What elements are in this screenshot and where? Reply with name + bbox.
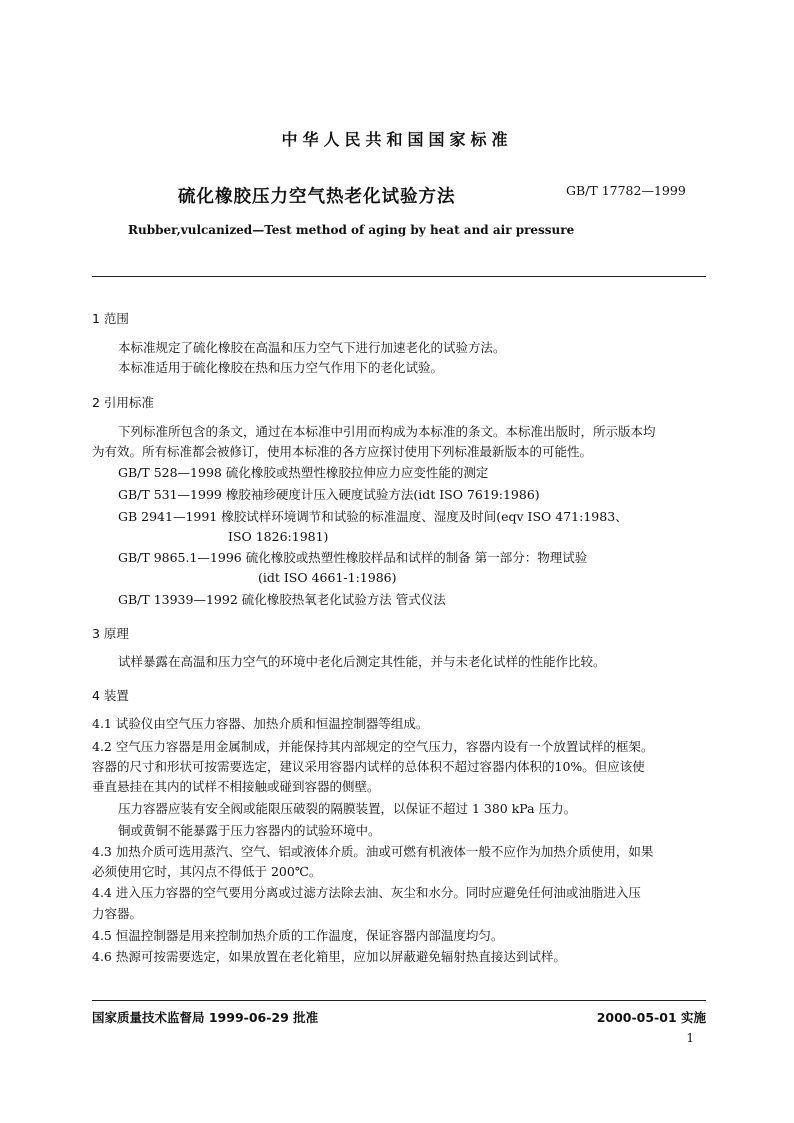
standard-number: GB/T 17782—1999 <box>566 183 686 198</box>
section-2-intro: 下列标准所包含的条文，通过在本标准中引用而构成为本标准的条文。本标准出版时，所示版本均 <box>118 424 656 439</box>
reference-item: GB 2941—1991 橡胶试样环境调节和试验的标准温度、湿度及时间(eqv ISO 471:1983、 <box>118 509 628 524</box>
section-2-intro: 为有效。所有标准都会被修订，使用本标准的各方应探讨使用下列标准最新版本的可能性。 <box>92 444 593 459</box>
clause-4-2-paragraph: 铜或黄铜不能暴露于压力容器内的试验环境中。 <box>118 823 381 838</box>
clause-4-2: 4.2 空气压力容器是用金属制成，并能保持其内部规定的空气压力，容器内设有一个放置试样的框架。 <box>92 739 654 754</box>
section-3-heading: 3 原理 <box>92 626 129 641</box>
clause-4-1: 4.1 试验仪由空气压力容器、加热介质和恒温控制器等组成。 <box>92 716 429 731</box>
reference-item-continued: ISO 1826:1981) <box>228 529 329 544</box>
clause-4-3: 4.3 加热介质可选用蒸汽、空气、铝或液体介质。油或可燃有机液体一般不应作为加热介质使用，如果 <box>92 844 654 859</box>
document-title-english: Rubber,vulcanized—Test method of aging by heat and air pressure <box>128 223 575 237</box>
clause-4-2-continued: 容器的尺寸和形状可按需要选定，建议采用容器内试样的总体积不超过容器内体积的10%。但应该使 <box>92 759 645 774</box>
document-title: 硫化橡胶压力空气热老化试验方法 <box>178 187 456 207</box>
section-2-heading: 2 引用标准 <box>92 395 154 410</box>
section-4-heading: 4 装置 <box>92 688 129 703</box>
clause-4-4-continued: 力容器。 <box>92 906 143 921</box>
clause-4-2-paragraph: 压力容器应装有安全阀或能限压破裂的隔膜装置，以保证不超过 1 380 kPa 压力。 <box>118 801 577 816</box>
header-divider <box>92 276 706 277</box>
clause-4-2-continued: 垂直悬挂在其内的试样不相接触或碰到容器的侧壁。 <box>92 779 380 794</box>
section-1-para: 本标准适用于硫化橡胶在热和压力空气作用下的老化试验。 <box>118 360 444 375</box>
clause-4-5: 4.5 恒温控制器是用来控制加热介质的工作温度，保证容器内部温度均匀。 <box>92 928 504 943</box>
section-1-para: 本标准规定了硫化橡胶在高温和压力空气下进行加速老化的试验方法。 <box>118 340 506 355</box>
clause-4-4: 4.4 进入压力容器的空气要用分离或过滤方法除去油、灰尘和水分。同时应避免任何油或油脂进入压 <box>92 885 641 900</box>
org-title: 中华人民共和国国家标准 <box>281 130 513 149</box>
reference-item: GB/T 528—1998 硫化橡胶或热塑性橡胶拉伸应力应变性能的测定 <box>118 465 489 480</box>
clause-4-6: 4.6 热源可按需要选定，如果放置在老化箱里，应加以屏蔽避免辐射热直接达到试样。 <box>92 949 566 964</box>
footer-divider <box>92 1000 706 1001</box>
section-1-heading: 1 范围 <box>92 311 129 326</box>
reference-item-continued: (idt ISO 4661-1:1986) <box>258 570 397 585</box>
reference-item: GB/T 9865.1—1996 硫化橡胶或热塑性橡胶样品和试样的制备 第一部分：物理试验 <box>118 550 588 565</box>
reference-item: GB/T 13939—1992 硫化橡胶热氧老化试验方法 管式仪法 <box>118 592 446 607</box>
reference-item: GB/T 531—1999 橡胶袖珍硬度计压入硬度试验方法(idt ISO 7619:1986) <box>118 487 540 502</box>
clause-4-3-continued: 必须使用它时，其闪点不得低于 200℃。 <box>92 864 322 879</box>
approval-note: 国家质量技术监督局 1999-06-29 批准 <box>92 1010 319 1025</box>
implementation-date: 2000-05-01 实施 <box>596 1010 706 1025</box>
page-number: 1 <box>686 1031 694 1045</box>
section-3-para: 试样暴露在高温和压力空气的环境中老化后测定其性能，并与未老化试样的性能作比较。 <box>118 654 606 669</box>
